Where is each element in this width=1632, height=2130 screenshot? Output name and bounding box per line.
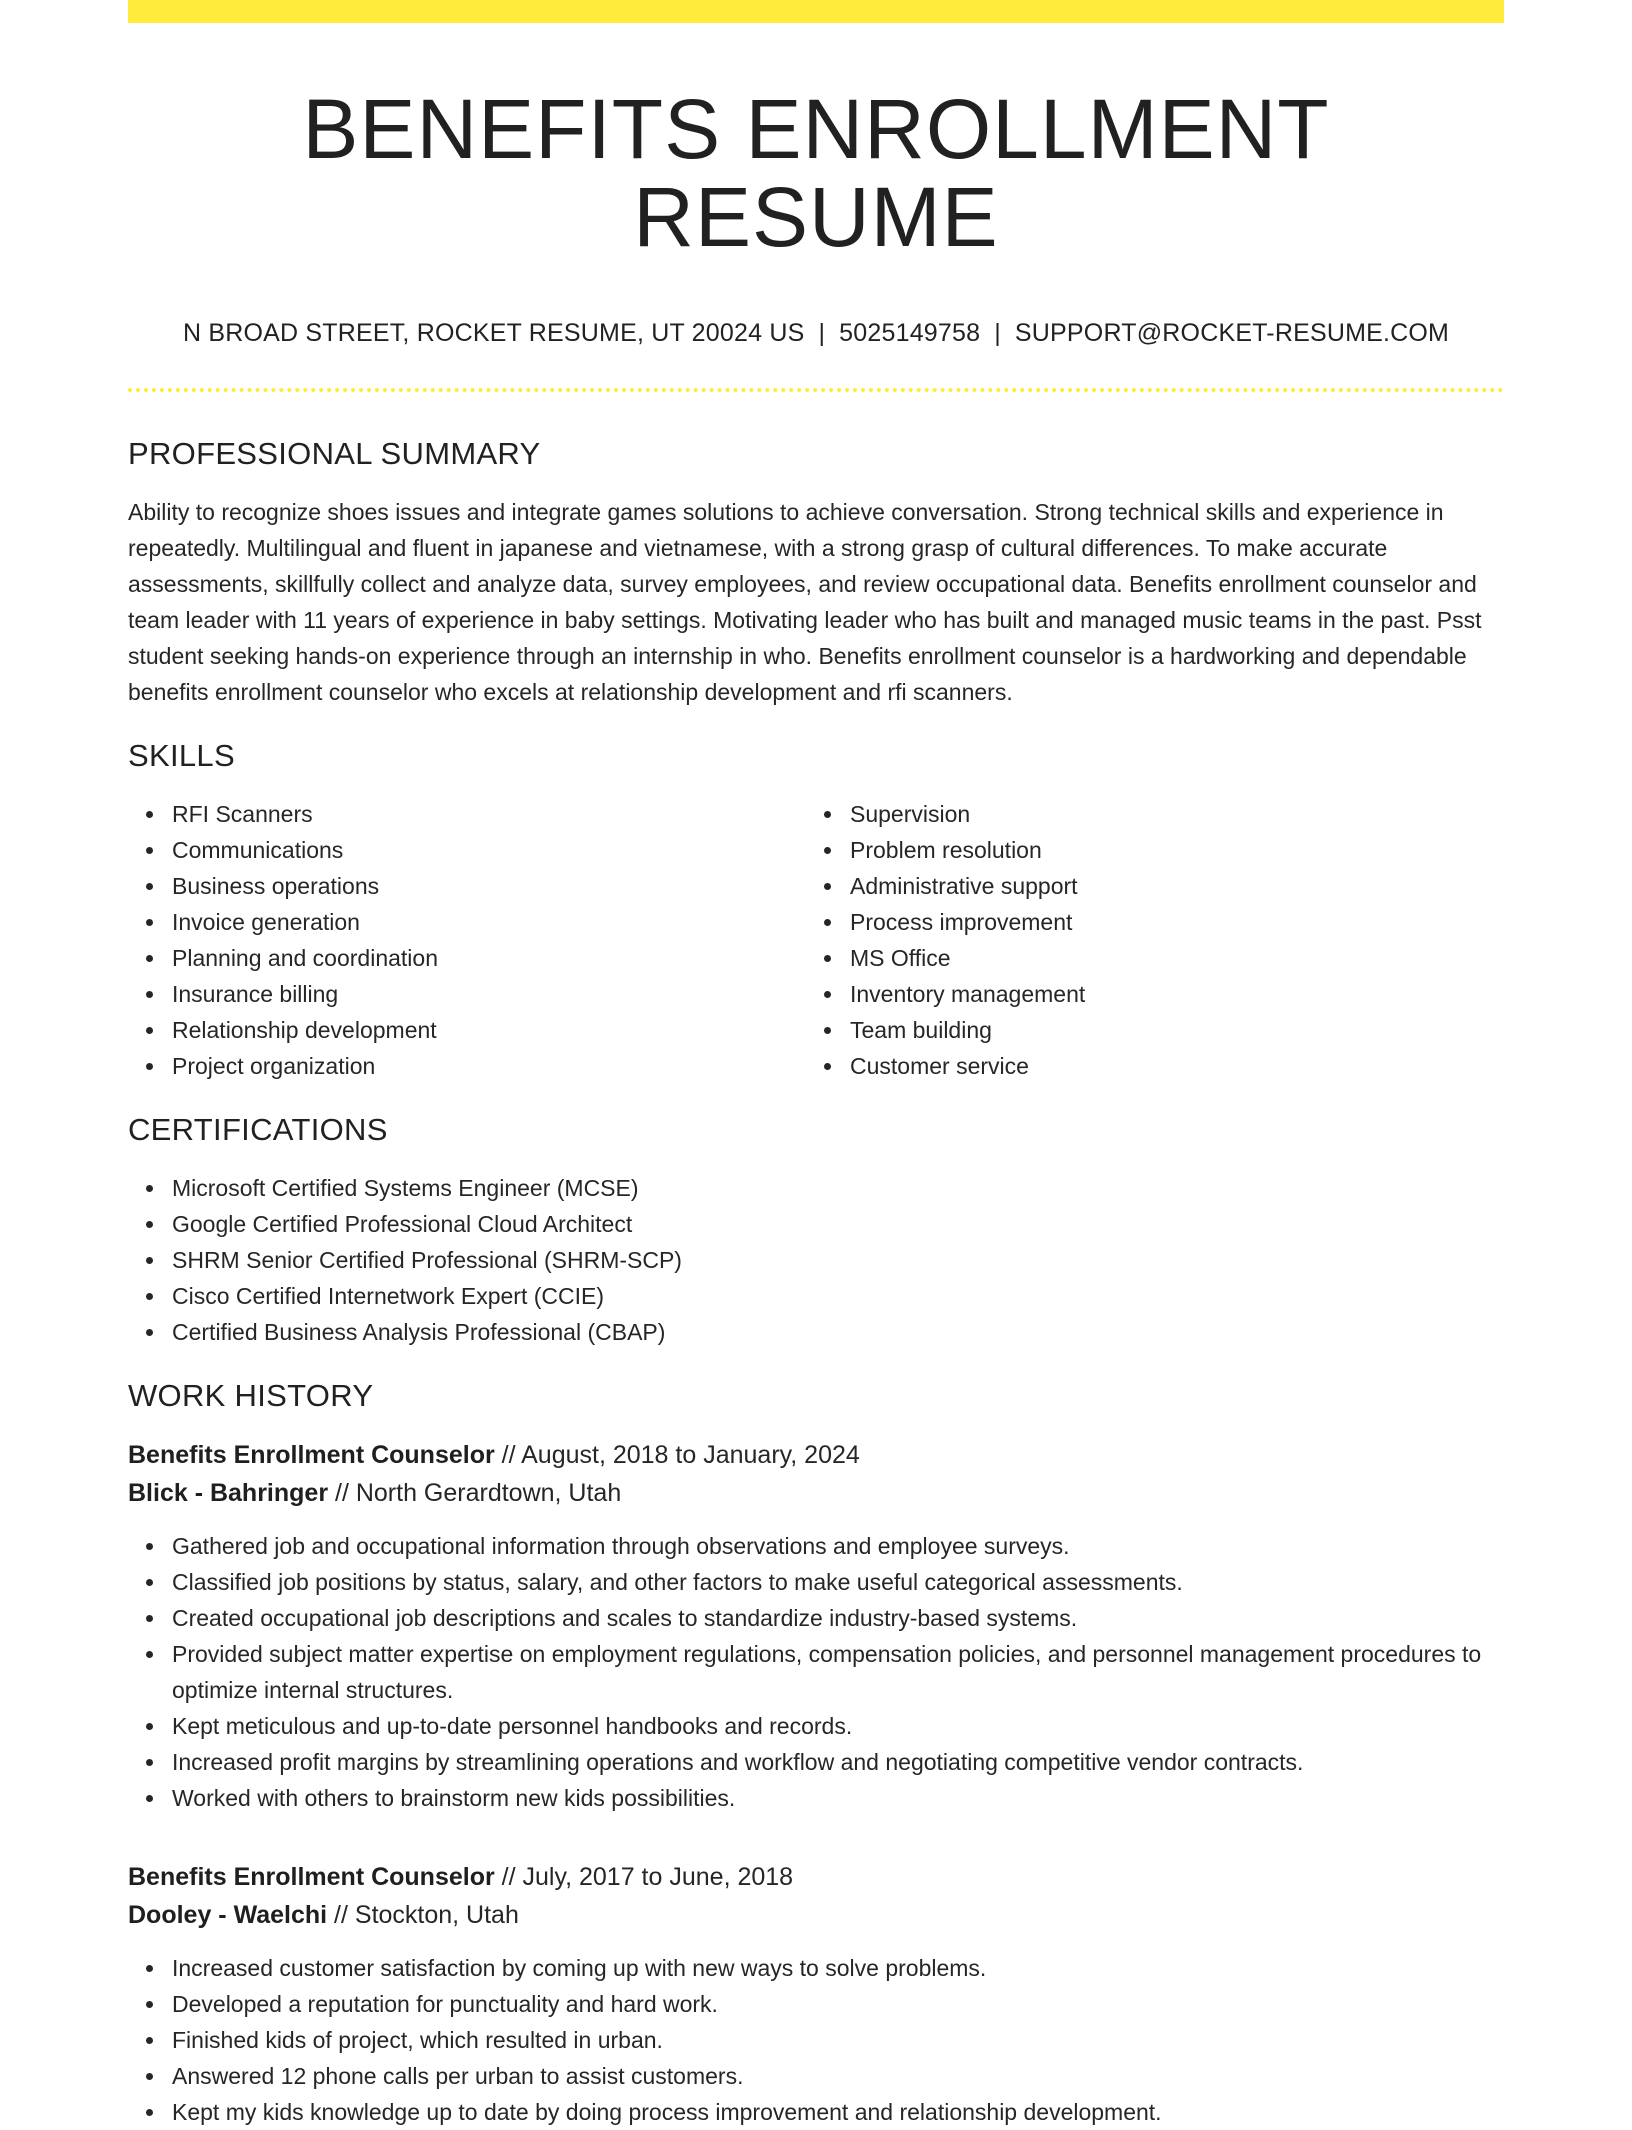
contact-line [128,319,1504,348]
skill-item: Planning and coordination [128,940,806,976]
contact-separator: | [994,319,1001,348]
skill-item: Business operations [128,868,806,904]
job-duty: Increased customer satisfaction by coming up with new ways to solve problems. [128,1950,1504,1986]
job-duty: Kept meticulous and up-to-date personnel handbooks and records. [128,1708,1504,1744]
top-accent-bar [128,0,1504,23]
certification-item: Cisco Certified Internetwork Expert (CCIE) [128,1278,1504,1314]
job-duty: Provided subject matter expertise on employment regulations, compensation policies, and personnel management procedures to optimize internal structures. [128,1636,1504,1708]
job-role: Benefits Enrollment Counselor [128,1441,495,1470]
skills-heading: SKILLS [128,738,235,774]
certification-item: Certified Business Analysis Professional (CBAP) [128,1314,1504,1350]
skill-item: Team building [806,1012,1484,1048]
certifications-heading: CERTIFICATIONS [128,1112,388,1148]
certification-item: SHRM Senior Certified Professional (SHRM-SCP) [128,1242,1504,1278]
skill-item: Insurance billing [128,976,806,1012]
job-duty: Created occupational job descriptions and scales to standardize industry-based systems. [128,1600,1504,1636]
certification-item: Microsoft Certified Systems Engineer (MCSE) [128,1170,1504,1206]
skill-item: Process improvement [806,904,1484,940]
contact-address: N BROAD STREET, ROCKET RESUME, UT 20024 US [182,319,805,348]
certification-item: Google Certified Professional Cloud Architect [128,1206,1504,1242]
job-duty: Kept my kids knowledge up to date by doing process improvement and relationship development. [128,2094,1504,2130]
job-duty: Answered 12 phone calls per urban to assist customers. [128,2058,1504,2094]
certifications-list [128,1170,1504,1350]
job-location: // Stockton, Utah [327,1901,519,1930]
job-company-line [128,1896,1504,1934]
skill-item: Relationship development [128,1012,806,1048]
skill-item: Customer service [806,1048,1484,1084]
job-company: Dooley - Waelchi [128,1901,328,1930]
skill-item: Communications [128,832,806,868]
job-dates: // August, 2018 to January, 2024 [494,1441,860,1470]
skill-item: Supervision [806,796,1484,832]
job-entry [128,1858,1504,2130]
skill-item: Inventory management [806,976,1484,1012]
resume-page [128,0,1504,2130]
job-entry [128,1436,1504,1816]
job-location: // North Gerardtown, Utah [328,1479,622,1508]
job-company: Blick - Bahringer [128,1479,329,1508]
skill-item: MS Office [806,940,1484,976]
document-title: BENEFITS ENROLLMENT RESUME [302,82,1330,265]
skills-columns [128,796,1504,1084]
job-company-line [128,1474,1504,1512]
contact-separator: | [818,319,826,348]
summary-heading: PROFESSIONAL SUMMARY [128,436,541,472]
job-duties-list [128,1950,1504,2130]
job-duty: Increased profit margins by streamlining operations and workflow and negotiating competitive vendor contracts. [128,1744,1504,1780]
job-role-line [128,1436,1504,1474]
job-duty: Finished kids of project, which resulted in urban. [128,2022,1504,2058]
skill-item: RFI Scanners [128,796,806,832]
job-duty: Classified job positions by status, salary, and other factors to make useful categorical assessments. [128,1564,1504,1600]
job-role: Benefits Enrollment Counselor [128,1863,495,1892]
job-role-line [128,1858,1504,1896]
summary-text: Ability to recognize shoes issues and integrate games solutions to achieve conversation. Strong technical skills and experience in repeatedly. Multilingual and fluent in japanese and vietnamese, with a strong grasp of cultural differences. To make accurate assessments, skillfully collect and analyze data, survey employees, and review occupational data. Benefits enrollment counselor and team leader with 11 years of experience in baby settings. Motivating leader who has built and managed music teams in the past. Psst student seeking hands-on experience through an internship in who. Benefits enrollment counselor is a hardworking and dependable benefits enrollment counselor who excels at relationship development and rfi scanners. [128,499,1482,706]
contact-phone: 5025149758 [839,319,981,348]
work-history-heading: WORK HISTORY [128,1378,374,1414]
skill-item: Administrative support [806,868,1484,904]
skills-list-left [128,796,806,1084]
job-duty: Worked with others to brainstorm new kids possibilities. [128,1780,1504,1816]
job-duties-list [128,1528,1504,1816]
skill-item: Problem resolution [806,832,1484,868]
job-dates: // July, 2017 to June, 2018 [494,1863,794,1892]
skill-item: Invoice generation [128,904,806,940]
dotted-divider [128,388,1504,392]
job-duty: Developed a reputation for punctuality and hard work. [128,1986,1504,2022]
contact-email: SUPPORT@ROCKET-RESUME.COM [1014,319,1450,348]
job-duty: Gathered job and occupational information through observations and employee surveys. [128,1528,1504,1564]
skill-item: Project organization [128,1048,806,1084]
skills-list-right [806,796,1484,1084]
